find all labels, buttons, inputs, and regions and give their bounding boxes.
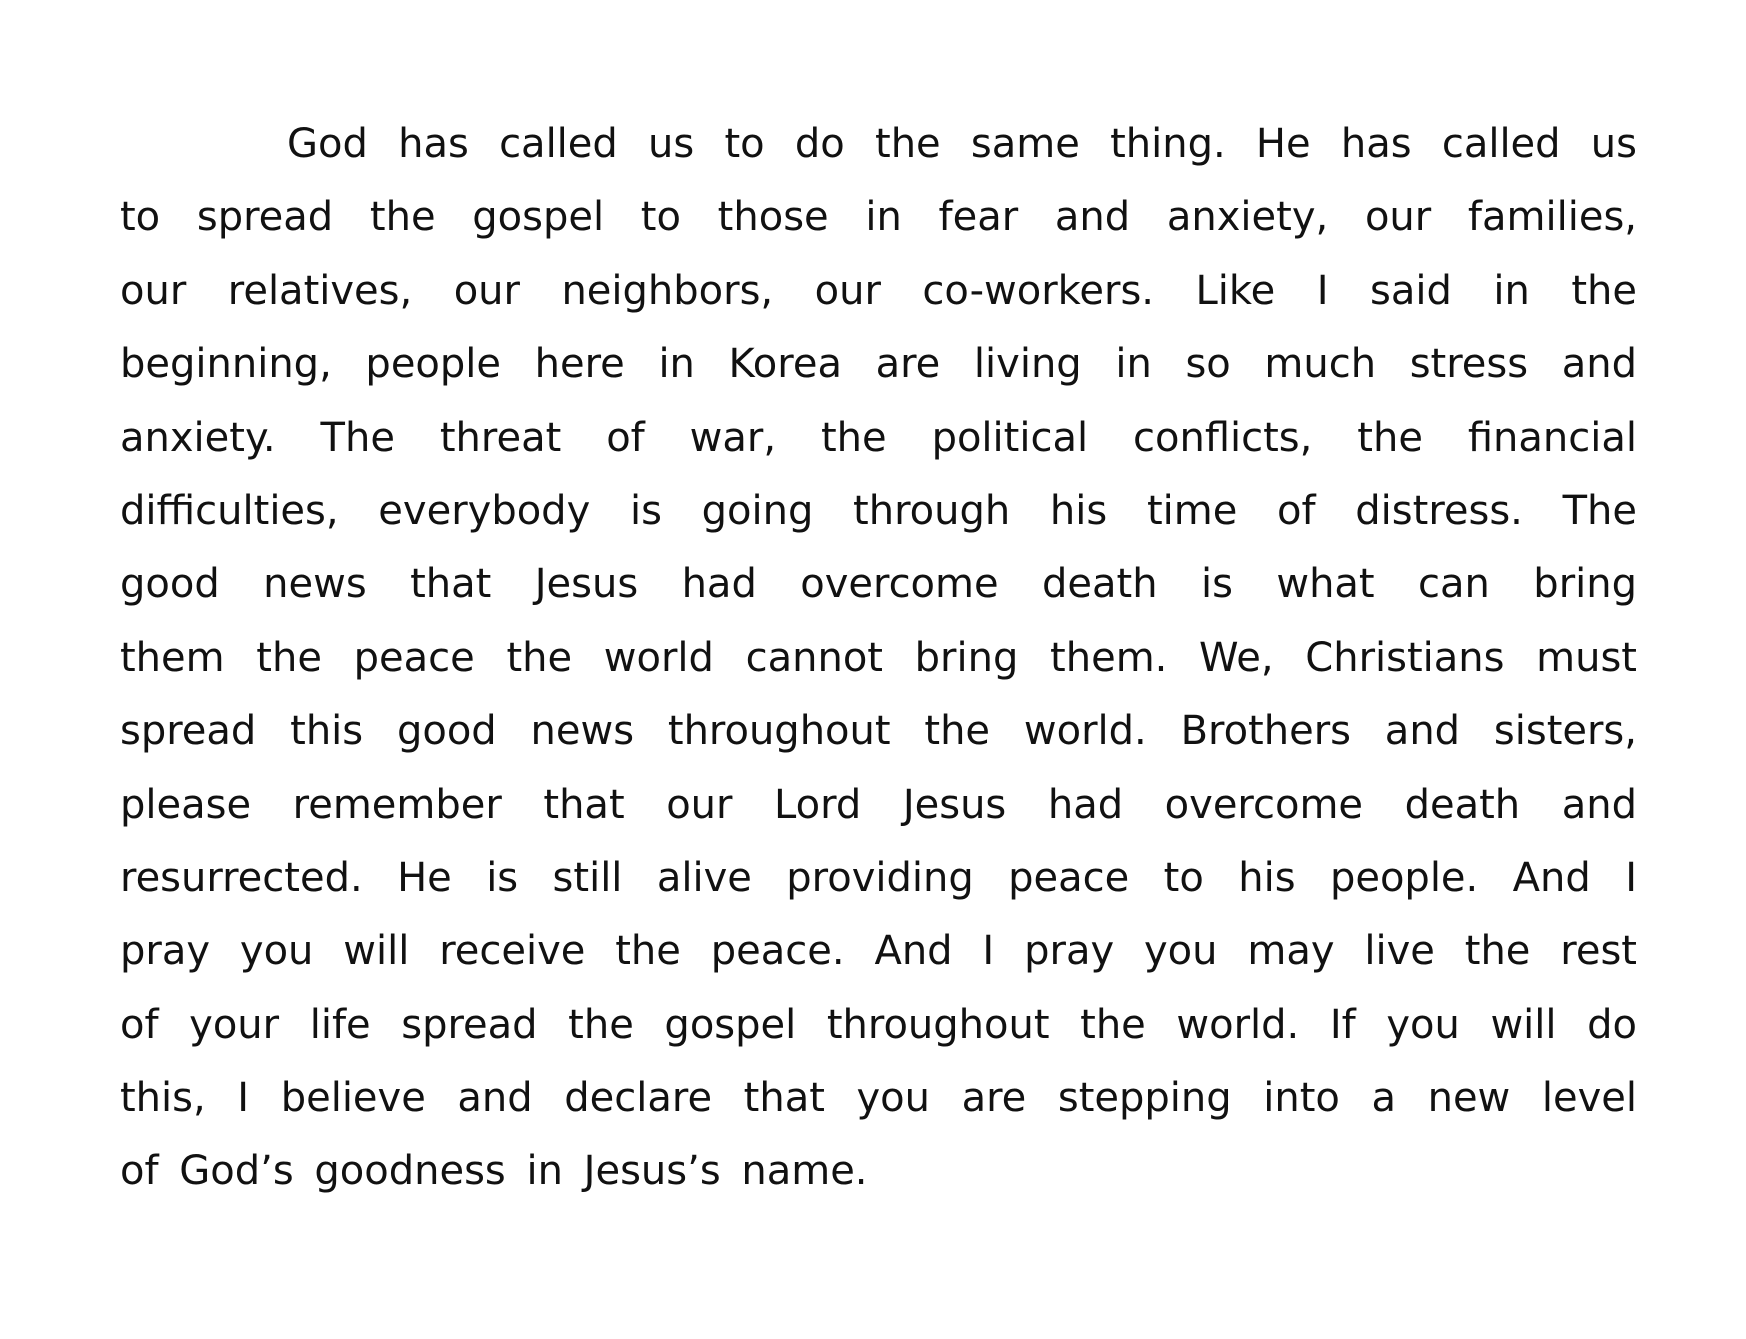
paragraph-line: our relatives, our neighbors, our co-workers. Like I said in the: [120, 267, 1637, 314]
paragraph-line: to spread the gospel to those in fear and anxiety, our families,: [120, 194, 1637, 241]
paragraph-line: God has called us to do the same thing. He has called us: [287, 121, 1637, 167]
paragraph-line: difficulties, everybody is going through his time of distress. The: [120, 487, 1637, 534]
paragraph-line: of your life spread the gospel throughout the world. If you will do: [120, 1001, 1637, 1048]
paragraph-line: good news that Jesus had overcome death is what can bring: [120, 561, 1637, 608]
paragraph-line: them the peace the world cannot bring them. We, Christians must: [120, 634, 1637, 681]
paragraph-line: anxiety. The threat of war, the political conflicts, the financial: [120, 414, 1637, 461]
paragraph-line: spread this good news throughout the world. Brothers and sisters,: [120, 708, 1637, 755]
paragraph-line: of God’s goodness in Jesus’s name.: [120, 1148, 868, 1195]
paragraph-line: resurrected. He is still alive providing peace to his people. And I: [120, 854, 1637, 901]
paragraph-line: beginning, people here in Korea are living in so much stress and: [120, 341, 1637, 388]
paragraph: [120, 108, 1637, 1209]
paragraph-line: this, I believe and declare that you are stepping into a new level: [120, 1075, 1637, 1122]
paragraph-line: pray you will receive the peace. And I pray you may live the rest: [120, 928, 1637, 975]
paragraph-line: please remember that our Lord Jesus had overcome death and: [120, 781, 1637, 828]
